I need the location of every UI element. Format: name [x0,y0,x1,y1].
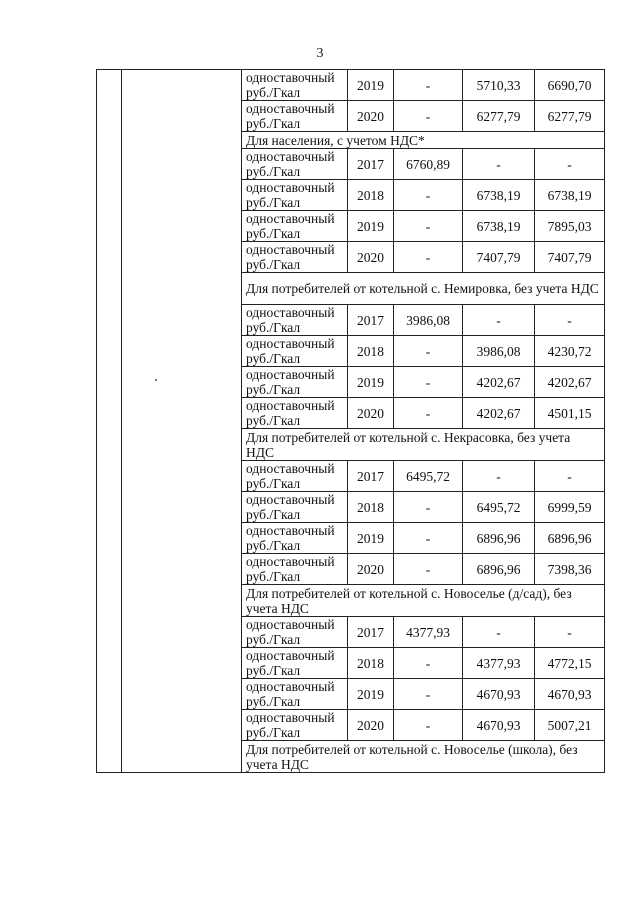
tariff-unit-label: руб./Гкал [246,195,301,210]
value-cell-1: - [394,554,463,585]
value-cell-1: - [394,70,463,101]
value-cell-1: - [394,367,463,398]
value-cell-2: 3986,08 [463,336,535,367]
tariff-unit-label: руб./Гкал [246,85,301,100]
value-cell-2: 5710,33 [463,70,535,101]
tariff-unit-label: руб./Гкал [246,694,301,709]
tariff-type-label: одноставочный [246,211,335,226]
value-cell-3: - [535,461,605,492]
value-cell-3: 4202,67 [535,367,605,398]
value-cell-2: 4202,67 [463,367,535,398]
value-cell-3: 7895,03 [535,211,605,242]
year-cell: 2018 [348,180,394,211]
year-cell: 2019 [348,70,394,101]
year-cell: 2020 [348,101,394,132]
value-cell-2: 7407,79 [463,242,535,273]
value-cell-2: 6896,96 [463,523,535,554]
tariff-unit-label: руб./Гкал [246,226,301,241]
tariff-row [97,70,605,101]
tariff-unit-label: руб./Гкал [246,507,301,522]
value-cell-2: 6277,79 [463,101,535,132]
value-cell-2: - [463,149,535,180]
value-cell-3: 4670,93 [535,679,605,710]
left-margin-column [97,70,122,773]
tariff-unit-label: руб./Гкал [246,164,301,179]
value-cell-3: 4501,15 [535,398,605,429]
value-cell-3: 7398,36 [535,554,605,585]
value-cell-3: - [535,149,605,180]
section-heading: Для потребителей от котельной с. Некрасовка, без учета НДС [242,429,605,461]
tariff-type-label: одноставочный [246,554,335,569]
tariff-type-cell [242,101,348,132]
tariff-type-label: одноставочный [246,367,335,382]
tariff-unit-label: руб./Гкал [246,320,301,335]
organization-column [122,70,242,773]
tariff-type-cell [242,336,348,367]
tariff-type-cell [242,554,348,585]
year-cell: 2017 [348,305,394,336]
value-cell-3: 6277,79 [535,101,605,132]
tariff-type-label: одноставочный [246,305,335,320]
page-number: 3 [316,46,324,61]
value-cell-1: - [394,180,463,211]
year-cell: 2019 [348,523,394,554]
year-cell: 2019 [348,367,394,398]
value-cell-1: 4377,93 [394,617,463,648]
value-cell-1: - [394,336,463,367]
tariff-unit-label: руб./Гкал [246,382,301,397]
value-cell-3: 6999,59 [535,492,605,523]
tariff-type-cell [242,492,348,523]
value-cell-2: 6896,96 [463,554,535,585]
value-cell-2: 6495,72 [463,492,535,523]
value-cell-2: 4202,67 [463,398,535,429]
year-cell: 2019 [348,211,394,242]
year-cell: 2018 [348,336,394,367]
tariff-type-cell [242,679,348,710]
tariff-type-label: одноставочный [246,101,335,116]
tariff-type-label: одноставочный [246,180,335,195]
value-cell-1: - [394,523,463,554]
value-cell-2: 6738,19 [463,180,535,211]
value-cell-3: 7407,79 [535,242,605,273]
year-cell: 2017 [348,149,394,180]
year-cell: 2018 [348,648,394,679]
value-cell-1: - [394,710,463,741]
value-cell-2: 4377,93 [463,648,535,679]
year-cell: 2018 [348,492,394,523]
value-cell-3: 6896,96 [535,523,605,554]
tariff-type-label: одноставочный [246,336,335,351]
tariff-type-cell [242,523,348,554]
tariff-unit-label: руб./Гкал [246,538,301,553]
tariff-type-cell [242,305,348,336]
value-cell-2: - [463,305,535,336]
value-cell-2: 4670,93 [463,710,535,741]
tariff-type-label: одноставочный [246,149,335,164]
value-cell-2: 4670,93 [463,679,535,710]
value-cell-1: - [394,648,463,679]
value-cell-2: - [463,617,535,648]
tariff-type-label: одноставочный [246,679,335,694]
tariff-type-label: одноставочный [246,492,335,507]
section-heading: Для потребителей от котельной с. Новоселье (школа), без учета НДС [242,741,605,773]
tariff-type-cell [242,180,348,211]
year-cell: 2020 [348,710,394,741]
tariff-unit-label: руб./Гкал [246,569,301,584]
tariff-type-cell [242,398,348,429]
value-cell-1: 6760,89 [394,149,463,180]
value-cell-2: - [463,461,535,492]
tariff-table [96,69,605,773]
value-cell-3: 4230,72 [535,336,605,367]
tariff-type-label: одноставочный [246,70,335,85]
tariff-unit-label: руб./Гкал [246,632,301,647]
tariff-unit-label: руб./Гкал [246,116,301,131]
value-cell-1: - [394,211,463,242]
value-cell-3: 6738,19 [535,180,605,211]
value-cell-1: - [394,101,463,132]
section-heading: Для населения, с учетом НДС* [242,132,605,149]
value-cell-1: - [394,398,463,429]
value-cell-2: 6738,19 [463,211,535,242]
section-heading: Для потребителей от котельной с. Новоселье (д/сад), без учета НДС [242,585,605,617]
year-cell: 2020 [348,554,394,585]
tariff-unit-label: руб./Гкал [246,257,301,272]
tariff-type-label: одноставочный [246,461,335,476]
tariff-type-cell [242,461,348,492]
value-cell-3: - [535,617,605,648]
year-cell: 2019 [348,679,394,710]
tariff-type-label: одноставочный [246,523,335,538]
tariff-type-cell [242,617,348,648]
tariff-type-label: одноставочный [246,398,335,413]
value-cell-1: - [394,242,463,273]
tariff-type-cell [242,70,348,101]
value-cell-3: 5007,21 [535,710,605,741]
value-cell-1: 3986,08 [394,305,463,336]
tariff-type-cell [242,149,348,180]
tariff-unit-label: руб./Гкал [246,476,301,491]
value-cell-1: - [394,679,463,710]
year-cell: 2020 [348,242,394,273]
value-cell-1: - [394,492,463,523]
value-cell-3: 6690,70 [535,70,605,101]
year-cell: 2020 [348,398,394,429]
tariff-type-label: одноставочный [246,242,335,257]
tariff-type-cell [242,710,348,741]
tariff-unit-label: руб./Гкал [246,351,301,366]
section-heading: Для потребителей от котельной с. Немировка, без учета НДС [242,273,605,305]
tariff-unit-label: руб./Гкал [246,725,301,740]
tariff-type-label: одноставочный [246,617,335,632]
tariff-type-cell [242,367,348,398]
tariff-table-body [97,70,605,773]
value-cell-3: - [535,305,605,336]
tariff-unit-label: руб./Гкал [246,413,301,428]
tariff-type-label: одноставочный [246,710,335,725]
tariff-unit-label: руб./Гкал [246,663,301,678]
tariff-type-cell [242,648,348,679]
tariff-type-cell [242,211,348,242]
year-cell: 2017 [348,461,394,492]
tariff-type-label: одноставочный [246,648,335,663]
year-cell: 2017 [348,617,394,648]
value-cell-1: 6495,72 [394,461,463,492]
tariff-type-cell [242,242,348,273]
value-cell-3: 4772,15 [535,648,605,679]
